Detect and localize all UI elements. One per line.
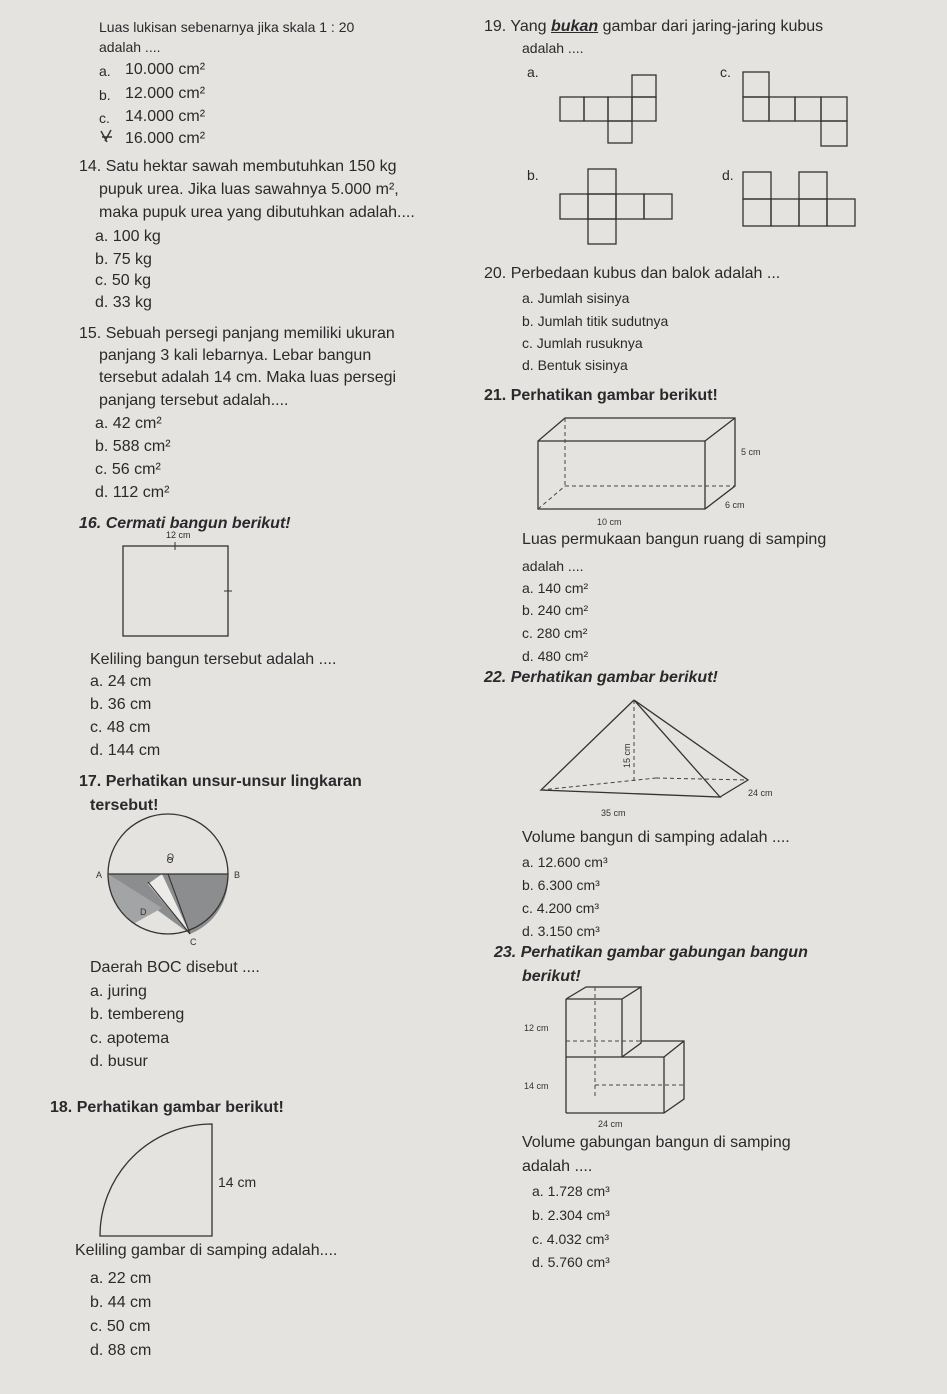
cube-net-a bbox=[558, 75, 658, 145]
q17-title-line2: tersebut! bbox=[90, 797, 159, 814]
q23-option-b: b. 2.304 cm³ bbox=[532, 1207, 610, 1223]
q18-option-a: a. 22 cm bbox=[90, 1270, 152, 1287]
q16-option-c: c. 48 cm bbox=[90, 719, 151, 736]
q13-option-a-value: 10.000 cm² bbox=[125, 61, 206, 78]
q13-stem-line1: Luas lukisan sebenarnya jika skala 1 : 20 bbox=[99, 19, 355, 35]
q14-option-c: c. 50 kg bbox=[95, 272, 152, 289]
q15-line3: tersebut adalah 14 cm. Maka luas persegi bbox=[99, 369, 397, 386]
q21-dim-length: 10 cm bbox=[597, 517, 622, 527]
q19-line1: 19. Yang bukan gambar dari jaring-jaring kubus bbox=[484, 18, 824, 35]
q19-emphasis: bukan bbox=[551, 18, 599, 35]
q23-option-d: d. 5.760 cm³ bbox=[532, 1254, 610, 1270]
q23-dim-bottom: 14 cm bbox=[524, 1081, 549, 1091]
q17-option-a: a. juring bbox=[90, 983, 147, 1000]
q20-option-c: c. Jumlah rusuknya bbox=[522, 335, 643, 351]
q19-line2: adalah .... bbox=[522, 40, 584, 56]
q22-title: 22. Perhatikan gambar berikut! bbox=[484, 669, 718, 686]
q17-option-b: b. tembereng bbox=[90, 1006, 185, 1023]
q22-option-d: d. 3.150 cm³ bbox=[522, 923, 600, 939]
q14-line2: pupuk urea. Jika luas sawahnya 5.000 m², bbox=[99, 181, 399, 198]
q23-question-line1: Volume gabungan bangun di samping bbox=[522, 1134, 791, 1151]
q23-title-line2: berikut! bbox=[522, 968, 581, 985]
composite-shape-figure bbox=[506, 985, 706, 1129]
q20-option-b: b. Jumlah titik sudutnya bbox=[522, 313, 669, 329]
q19-option-b-label: b. bbox=[527, 167, 539, 183]
q13-option-b-value: 12.000 cm² bbox=[125, 85, 206, 102]
square-figure bbox=[120, 540, 230, 640]
q15-line4: panjang tersebut adalah.... bbox=[99, 392, 289, 409]
q15-line1: 15. Sebuah persegi panjang memiliki ukuran bbox=[79, 325, 395, 342]
q16-title: 16. Cermati bangun berikut! bbox=[79, 515, 291, 532]
q18-question: Keliling gambar di samping adalah.... bbox=[75, 1242, 338, 1259]
q13-option-d-value: 16.000 cm² bbox=[125, 130, 206, 147]
q18-option-c: c. 50 cm bbox=[90, 1318, 151, 1335]
cuboid-figure bbox=[535, 415, 775, 525]
quarter-circle-figure bbox=[98, 1120, 218, 1240]
q15-option-c: c. 56 cm² bbox=[95, 461, 161, 478]
q19-option-a-label: a. bbox=[527, 64, 539, 80]
q14-option-d: d. 33 kg bbox=[95, 294, 152, 311]
q21-title: 21. Perhatikan gambar berikut! bbox=[484, 387, 718, 404]
q13-option-c-value: 14.000 cm² bbox=[125, 108, 206, 125]
q17-title-line1: 17. Perhatikan unsur-unsur lingkaran bbox=[79, 773, 362, 790]
q18-option-d: d. 88 cm bbox=[90, 1342, 152, 1359]
q15-option-d: d. 112 cm² bbox=[95, 484, 170, 501]
q13-option-a-letter: a. bbox=[99, 63, 111, 79]
q14-line1: 14. Satu hektar sawah membutuhkan 150 kg bbox=[79, 158, 397, 175]
q17-label-a: A bbox=[96, 870, 103, 880]
q18-dim-label: 14 cm bbox=[218, 1174, 257, 1190]
q23-dim-length: 24 cm bbox=[598, 1119, 623, 1129]
q17-label-o: O bbox=[167, 852, 175, 862]
q13-stem-line2: adalah .... bbox=[99, 39, 161, 55]
q22-dim-height: 15 cm bbox=[622, 743, 632, 768]
q21-option-d: d. 480 cm² bbox=[522, 648, 589, 664]
q22-option-c: c. 4.200 cm³ bbox=[522, 900, 600, 916]
q16-question: Keliling bangun tersebut adalah .... bbox=[90, 651, 337, 668]
q15-option-b: b. 588 cm² bbox=[95, 438, 171, 455]
q21-option-c: c. 280 cm² bbox=[522, 625, 588, 641]
q21-option-b: b. 240 cm² bbox=[522, 602, 589, 618]
q21-question-line2: adalah .... bbox=[522, 558, 584, 574]
q16-option-d: d. 144 cm bbox=[90, 742, 161, 759]
q13-option-c-letter: c. bbox=[99, 110, 110, 126]
q21-dim-height: 5 cm bbox=[741, 447, 761, 457]
q17-label-c: C bbox=[190, 937, 197, 947]
q20-option-d: d. Bentuk sisinya bbox=[522, 357, 628, 373]
q16-option-a: a. 24 cm bbox=[90, 673, 152, 690]
q18-title: 18. Perhatikan gambar berikut! bbox=[50, 1099, 284, 1116]
q17-label-d: D bbox=[140, 907, 147, 917]
q19-option-d-label: d. bbox=[722, 167, 734, 183]
q23-option-c: c. 4.032 cm³ bbox=[532, 1231, 610, 1247]
q15-line2: panjang 3 kali lebarnya. Lebar bangun bbox=[99, 347, 372, 364]
cube-net-c bbox=[741, 70, 851, 150]
q19-option-c-label: c. bbox=[720, 64, 731, 80]
q21-option-a: a. 140 cm² bbox=[522, 580, 589, 596]
cube-net-b bbox=[558, 167, 678, 247]
q23-title-line1: 23. Perhatikan gambar gabungan bangun bbox=[494, 944, 808, 961]
q14-line3: maka pupuk urea yang dibutuhkan adalah.... bbox=[99, 204, 415, 221]
q18-option-b: b. 44 cm bbox=[90, 1294, 152, 1311]
q16-option-b: b. 36 cm bbox=[90, 696, 152, 713]
q20-title: 20. Perbedaan kubus dan balok adalah ... bbox=[484, 265, 781, 282]
q17-question: Daerah BOC disebut .... bbox=[90, 959, 260, 976]
q17-label-b: B bbox=[234, 870, 241, 880]
q22-question: Volume bangun di samping adalah .... bbox=[522, 829, 790, 846]
q22-option-a: a. 12.600 cm³ bbox=[522, 854, 608, 870]
q23-option-a: a. 1.728 cm³ bbox=[532, 1183, 610, 1199]
q16-dim-label: 12 cm bbox=[166, 530, 191, 540]
q22-dim-length: 35 cm bbox=[601, 808, 626, 818]
q13-option-b-letter: b. bbox=[99, 87, 111, 103]
q14-option-b: b. 75 kg bbox=[95, 251, 152, 268]
circle-figure bbox=[90, 812, 250, 952]
q22-dim-width: 24 cm bbox=[748, 788, 773, 798]
q20-option-a: a. Jumlah sisinya bbox=[522, 290, 630, 306]
cube-net-d bbox=[741, 170, 866, 230]
q23-question-line2: adalah .... bbox=[522, 1158, 593, 1175]
q21-dim-width: 6 cm bbox=[725, 500, 745, 510]
q15-option-a: a. 42 cm² bbox=[95, 415, 162, 432]
q23-dim-top: 12 cm bbox=[524, 1023, 549, 1033]
q14-option-a: a. 100 kg bbox=[95, 228, 161, 245]
q17-option-d: d. busur bbox=[90, 1053, 148, 1070]
q22-option-b: b. 6.300 cm³ bbox=[522, 877, 600, 893]
q21-question-line1: Luas permukaan bangun ruang di samping bbox=[522, 531, 827, 548]
answer-check-mark-icon bbox=[99, 128, 115, 144]
pyramid-figure bbox=[538, 696, 773, 821]
q17-option-c: c. apotema bbox=[90, 1030, 170, 1047]
